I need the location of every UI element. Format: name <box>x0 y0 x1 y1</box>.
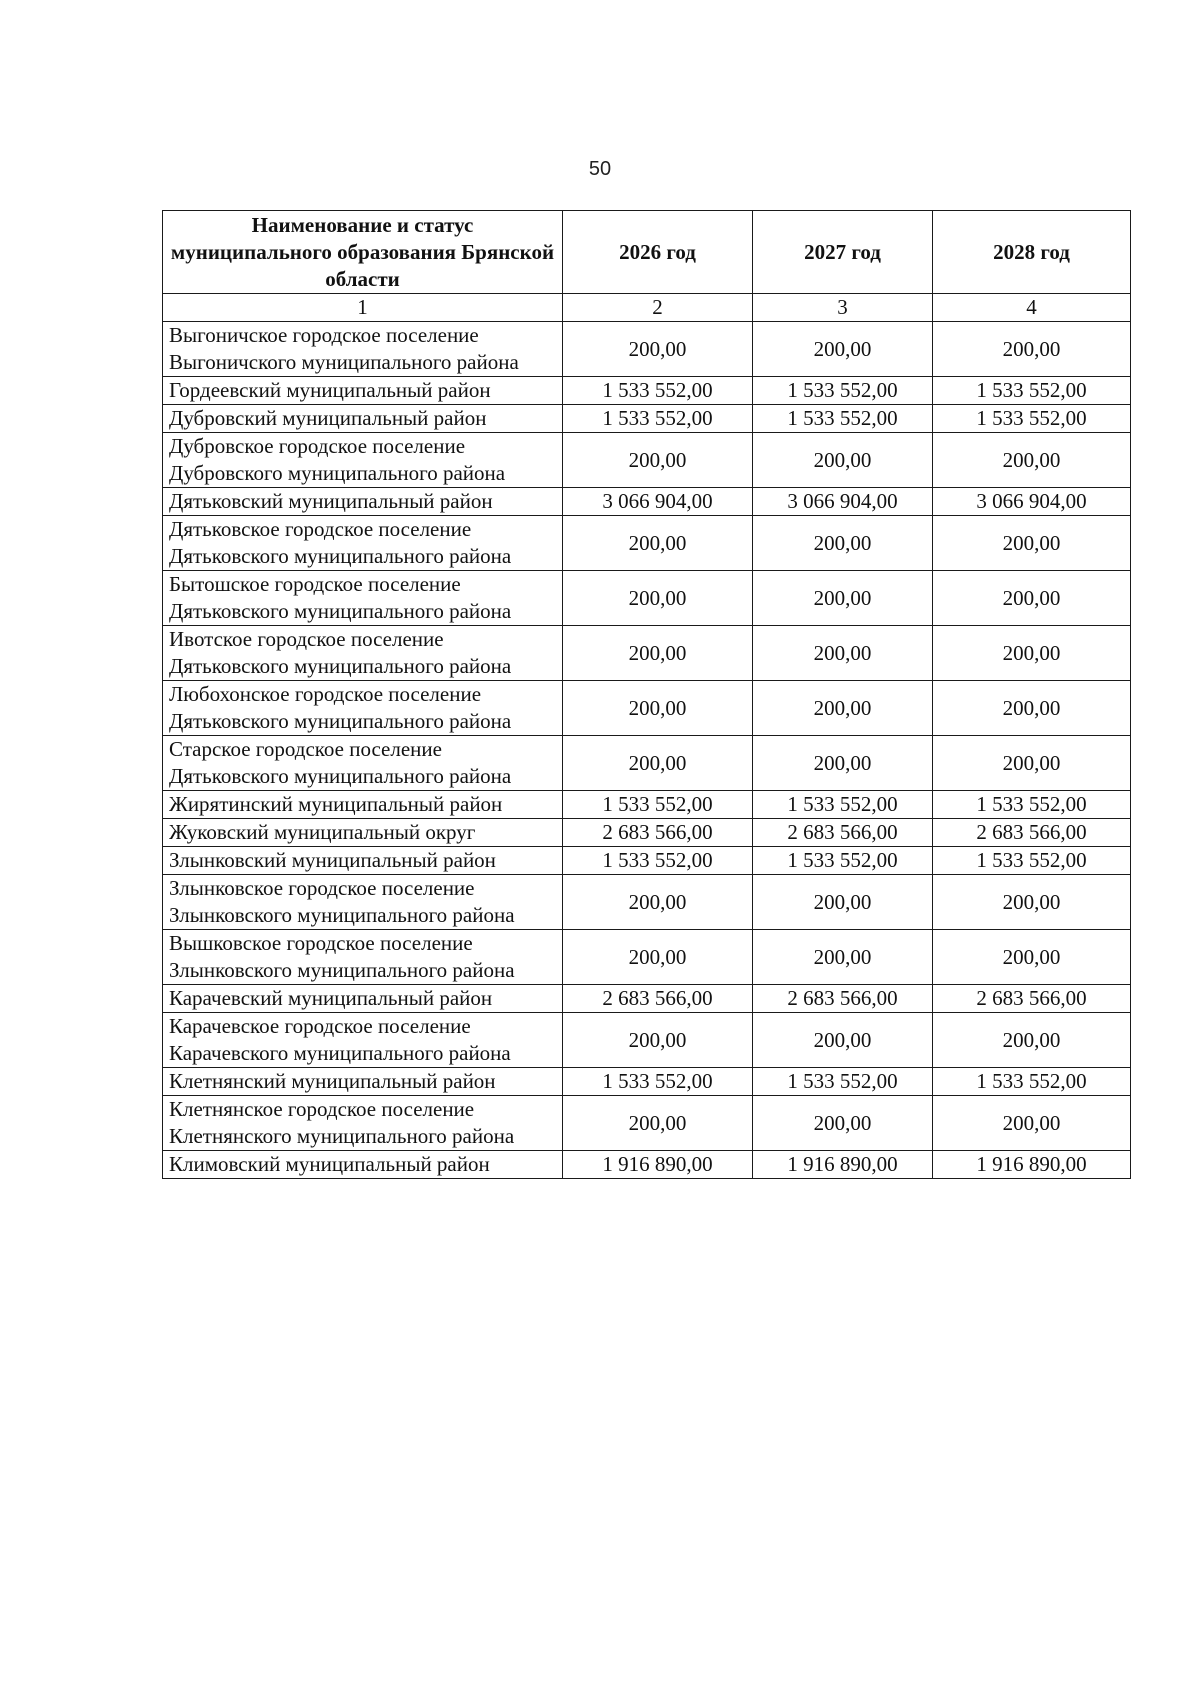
value-2028-cell: 1 533 552,00 <box>933 847 1131 875</box>
table-row <box>163 1068 1131 1096</box>
value-2027-cell: 1 533 552,00 <box>753 405 933 433</box>
value-2028-cell: 200,00 <box>933 930 1131 985</box>
value-2026-cell: 1 533 552,00 <box>563 791 753 819</box>
value-2027-cell: 200,00 <box>753 626 933 681</box>
value-2028-cell: 200,00 <box>933 322 1131 377</box>
municipality-name-cell: Дубровское городское поселение Дубровского муниципального района <box>163 433 563 488</box>
value-2027-cell: 1 916 890,00 <box>753 1151 933 1179</box>
value-2026-cell: 2 683 566,00 <box>563 985 753 1013</box>
value-2028-cell: 1 533 552,00 <box>933 377 1131 405</box>
value-2026-cell: 1 533 552,00 <box>563 405 753 433</box>
table-row <box>163 433 1131 488</box>
municipality-name-cell: Жирятинский муниципальный район <box>163 791 563 819</box>
value-2026-cell: 200,00 <box>563 930 753 985</box>
municipality-name-cell: Ивотское городское поселение Дятьковского муниципального района <box>163 626 563 681</box>
table-row <box>163 875 1131 930</box>
value-2026-cell: 200,00 <box>563 433 753 488</box>
value-2026-cell: 200,00 <box>563 736 753 791</box>
municipality-name-cell: Бытошское городское поселение Дятьковского муниципального района <box>163 571 563 626</box>
value-2026-cell: 1 916 890,00 <box>563 1151 753 1179</box>
value-2028-cell: 200,00 <box>933 516 1131 571</box>
table-row <box>163 985 1131 1013</box>
municipality-name-cell: Гордеевский муниципальный район <box>163 377 563 405</box>
value-2027-cell: 200,00 <box>753 681 933 736</box>
municipality-name-cell: Карачевский муниципальный район <box>163 985 563 1013</box>
value-2028-cell: 200,00 <box>933 681 1131 736</box>
value-2028-cell: 200,00 <box>933 1013 1131 1068</box>
header-municipality: Наименование и статус муниципального образования Брянской области <box>163 211 563 294</box>
table-row <box>163 819 1131 847</box>
table-row <box>163 1013 1131 1068</box>
value-2027-cell: 200,00 <box>753 930 933 985</box>
table-row <box>163 791 1131 819</box>
municipality-name-cell: Дятьковский муниципальный район <box>163 488 563 516</box>
value-2027-cell: 2 683 566,00 <box>753 985 933 1013</box>
table-row <box>163 1151 1131 1179</box>
table-row <box>163 405 1131 433</box>
value-2027-cell: 200,00 <box>753 433 933 488</box>
value-2027-cell: 3 066 904,00 <box>753 488 933 516</box>
value-2027-cell: 200,00 <box>753 571 933 626</box>
header-year-2026: 2026 год <box>563 211 753 294</box>
value-2027-cell: 200,00 <box>753 322 933 377</box>
municipality-name-cell: Карачевское городское поселение Карачевского муниципального района <box>163 1013 563 1068</box>
table-row <box>163 516 1131 571</box>
column-index-1: 1 <box>163 294 563 322</box>
value-2027-cell: 1 533 552,00 <box>753 377 933 405</box>
page-number: 50 <box>588 158 612 180</box>
municipality-name-cell: Злынковский муниципальный район <box>163 847 563 875</box>
value-2028-cell: 200,00 <box>933 571 1131 626</box>
header-year-2028: 2028 год <box>933 211 1131 294</box>
table-row <box>163 322 1131 377</box>
value-2026-cell: 2 683 566,00 <box>563 819 753 847</box>
value-2027-cell: 2 683 566,00 <box>753 819 933 847</box>
value-2026-cell: 200,00 <box>563 322 753 377</box>
table-row <box>163 930 1131 985</box>
value-2028-cell: 1 533 552,00 <box>933 405 1131 433</box>
value-2027-cell: 200,00 <box>753 736 933 791</box>
value-2028-cell: 2 683 566,00 <box>933 819 1131 847</box>
column-index-2: 2 <box>563 294 753 322</box>
table-row <box>163 626 1131 681</box>
value-2028-cell: 200,00 <box>933 875 1131 930</box>
table-row <box>163 681 1131 736</box>
municipality-name-cell: Дубровский муниципальный район <box>163 405 563 433</box>
column-index-3: 3 <box>753 294 933 322</box>
budget-table <box>162 210 1131 1179</box>
value-2026-cell: 200,00 <box>563 516 753 571</box>
municipality-name-cell: Выгоничское городское поселение Выгоничского муниципального района <box>163 322 563 377</box>
municipality-name-cell: Вышковское городское поселение Злынковского муниципального района <box>163 930 563 985</box>
municipality-name-cell: Клетнянский муниципальный район <box>163 1068 563 1096</box>
value-2028-cell: 1 533 552,00 <box>933 791 1131 819</box>
value-2027-cell: 200,00 <box>753 1096 933 1151</box>
table-row <box>163 736 1131 791</box>
value-2026-cell: 200,00 <box>563 681 753 736</box>
value-2026-cell: 1 533 552,00 <box>563 377 753 405</box>
municipality-name-cell: Злынковское городское поселение Злынковского муниципального района <box>163 875 563 930</box>
municipality-name-cell: Клетнянское городское поселение Клетнянского муниципального района <box>163 1096 563 1151</box>
value-2026-cell: 200,00 <box>563 875 753 930</box>
table-row <box>163 847 1131 875</box>
value-2026-cell: 200,00 <box>563 626 753 681</box>
value-2026-cell: 200,00 <box>563 571 753 626</box>
table-row <box>163 488 1131 516</box>
value-2028-cell: 1 533 552,00 <box>933 1068 1131 1096</box>
municipality-name-cell: Жуковский муниципальный округ <box>163 819 563 847</box>
header-year-2027: 2027 год <box>753 211 933 294</box>
column-index-row <box>163 294 1131 322</box>
value-2028-cell: 3 066 904,00 <box>933 488 1131 516</box>
value-2028-cell: 200,00 <box>933 1096 1131 1151</box>
table-body <box>163 322 1131 1179</box>
value-2026-cell: 1 533 552,00 <box>563 847 753 875</box>
value-2027-cell: 1 533 552,00 <box>753 847 933 875</box>
value-2027-cell: 200,00 <box>753 516 933 571</box>
value-2027-cell: 1 533 552,00 <box>753 791 933 819</box>
value-2028-cell: 2 683 566,00 <box>933 985 1131 1013</box>
table-row <box>163 1096 1131 1151</box>
column-index-4: 4 <box>933 294 1131 322</box>
value-2028-cell: 200,00 <box>933 736 1131 791</box>
value-2028-cell: 1 916 890,00 <box>933 1151 1131 1179</box>
municipality-name-cell: Старское городское поселение Дятьковского муниципального района <box>163 736 563 791</box>
value-2026-cell: 3 066 904,00 <box>563 488 753 516</box>
value-2026-cell: 1 533 552,00 <box>563 1068 753 1096</box>
municipality-name-cell: Дятьковское городское поселение Дятьковского муниципального района <box>163 516 563 571</box>
value-2027-cell: 1 533 552,00 <box>753 1068 933 1096</box>
table-row <box>163 377 1131 405</box>
municipality-name-cell: Климовский муниципальный район <box>163 1151 563 1179</box>
table-header-row <box>163 211 1131 294</box>
value-2028-cell: 200,00 <box>933 626 1131 681</box>
value-2027-cell: 200,00 <box>753 1013 933 1068</box>
value-2026-cell: 200,00 <box>563 1013 753 1068</box>
municipality-name-cell: Любохонское городское поселение Дятьковского муниципального района <box>163 681 563 736</box>
value-2026-cell: 200,00 <box>563 1096 753 1151</box>
value-2028-cell: 200,00 <box>933 433 1131 488</box>
table-row <box>163 571 1131 626</box>
value-2027-cell: 200,00 <box>753 875 933 930</box>
